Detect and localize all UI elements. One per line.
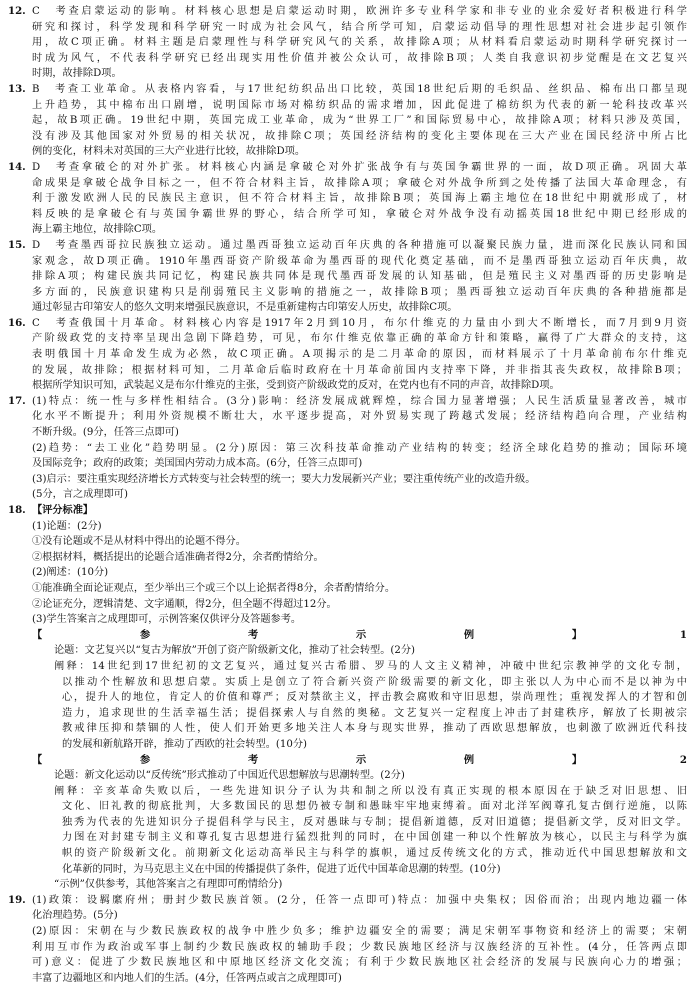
question-number: 15. bbox=[8, 238, 26, 251]
text-line: 用，故C项正确。材料主题是启蒙理性与科学研究风气的关系，故排除A项；从材料看启蒙运动时期科学研究探讨一 bbox=[32, 37, 687, 49]
text-line: D 考查墨西哥拉民族独立运动。通过墨西哥独立运动百年庆典的各种措施可以凝聚民族力量，进而深化民族认同和国 bbox=[32, 239, 687, 251]
text-line: 没有涉及其他国家对外贸易的相关状况，故排除C项；英国经济结构的变化主要体现在三大产业在国民经济中所占比 bbox=[32, 130, 687, 142]
text-line: B 考查工业革命。从表格内容看，与17世纪纺织品出口比较，英国18世纪后期的毛织品、丝织品、棉布出口都呈现 bbox=[32, 83, 687, 95]
text-line: 研究和探讨，科学发现和科学研究一时成为社会风气，结合所学可知，启蒙运动倡导的理性思想对社会进步起引领作 bbox=[32, 21, 687, 33]
text-line: 表明俄国十月革命发生成为必然，故C项正确。A项揭示的是二月革命的原因，而材料展示了十月革命前布尔什维克 bbox=[32, 349, 687, 361]
answer-text bbox=[32, 238, 687, 316]
text-line: 心，提升人的地位，肯定人的价值和尊严；反对禁欲主义，抨击教会腐败和守旧思想，崇尚理性；重视发挥人的才智和创 bbox=[62, 692, 687, 704]
text-line: 上升趋势，其中棉布出口剧增，说明国际市场对棉纺织品的需求增加，因此促进了棉纺织为代表的新一轮科技改革兴 bbox=[32, 99, 687, 111]
text-line: 料反映的是拿破仑有与英国争霸世界的野心，结合所学可知，拿破仑对外战争没有动摇英国18世纪中期已经形成的 bbox=[32, 208, 687, 220]
text-line: ①没有论题或不是从材料中得出的论题不得分。 bbox=[32, 536, 246, 548]
answer-text bbox=[32, 394, 687, 503]
text-line: 论题：文艺复兴以“复古为解放”开创了资产阶级新文化，推动了社会转型。(2分) bbox=[54, 645, 416, 657]
text-line: 利于激发欧洲人民的民族民主意识，但不符合材料主旨，故排除B项；英国海上霸主地位在18世纪中期就形成了，材 bbox=[32, 193, 687, 205]
text-line: 化水平不断提升；利用外资规模不断壮大，水平逐步提高，对外贸易实现了跨越式发展；经济结构趋向合理，产业结构 bbox=[32, 411, 687, 423]
answer-text bbox=[32, 82, 687, 160]
text-line: (2)阐述：(10分) bbox=[32, 567, 109, 579]
answer-item bbox=[8, 238, 687, 316]
text-line: 造力，追求现世的生活幸福生活；提倡探索人与自然的奥秘。文艺复兴一定程度上冲击了封建秩序，解放了长期被宗 bbox=[62, 707, 687, 719]
text-line: ②论证充分，逻辑清楚、文字通顺，得2分，但全题不得超过12分。 bbox=[32, 598, 337, 610]
text-line: ②根据材料，概括提出的论题合适准确者得2分，余者酌情给分。 bbox=[32, 551, 324, 563]
text-line: (5分，言之成理即可) bbox=[32, 489, 128, 501]
answer-text bbox=[32, 503, 687, 893]
text-line: C 考查启蒙运动的影响。材料核心思想是启蒙运动时期，欧洲许多专业科学家和非专业的业余爱好者积极进行科学 bbox=[32, 6, 687, 17]
question-number: 13. bbox=[8, 82, 26, 95]
question-number: 17. bbox=[8, 394, 26, 407]
text-line: 帜的资产阶级新文化。前期新文化运动高举民主与科学的旗帜，通过反传统文化的方式，推动近代中国思想解放和文 bbox=[62, 848, 687, 860]
answer-item bbox=[8, 4, 687, 82]
text-line: 力图在对封建专制主义和尊孔复古思想进行猛烈批判的同时，在中国创建一种以个性解放为核心，以民主与科学为旗 bbox=[62, 832, 687, 844]
text-line: 可)意义：促进了少数民族地区和中原地区经济文化交流；有利于少数民族地区社会经济的发展与民族向心力的增强； bbox=[32, 957, 687, 969]
answer-text bbox=[32, 160, 687, 238]
answer-item bbox=[8, 893, 687, 986]
text-line: (2)趋势：“去工业化”趋势明显。(2分)原因：第三次科技革命推动产业结构的转变；经济全球化趋势的推动；国际环境 bbox=[32, 442, 687, 454]
text-line: (2)原因：宋朝在与少数民族政权的战争中胜少负多；维护边疆安全的需要；满足宋朝军事物资和经济上的需要；宋朝 bbox=[32, 926, 687, 938]
text-line: 多方面的，民族意识建构只是削弱殖民主义影响的措施之一，故排除B项；墨西哥独立运动百年庆典的各种措施都是 bbox=[32, 286, 687, 298]
text-line: 【参考示例】2 bbox=[32, 753, 687, 766]
answer-item bbox=[8, 82, 687, 160]
text-line: 通过彰显古印第安人的悠久文明来增强民族意识，不是重新建构古印第安人历史，故排除C项。 bbox=[32, 302, 458, 314]
text-line: 排除A项；构建民族共同记忆，构建民族共同体是现代墨西哥发展的认知基础，但是殖民主义对墨西哥的历史影响是 bbox=[32, 271, 687, 283]
answer-item bbox=[8, 394, 687, 503]
text-line: 时期，故排除D项。 bbox=[32, 68, 122, 80]
question-number: 18. bbox=[8, 504, 26, 516]
text-line: 命成果是拿破仑战争目标之一，但不符合材料主旨，故排除A项；拿破仑对外战争所到之处传播了法国大革命理念，有 bbox=[32, 177, 687, 189]
question-number: 12. bbox=[8, 5, 26, 17]
text-line: 的发展和新航路开辟，推动了西欧的社会转型。(10分) bbox=[62, 738, 308, 750]
answer-item bbox=[8, 316, 687, 394]
question-number: 19. bbox=[8, 893, 26, 906]
text-line: 阐释：14世纪到17世纪初的文艺复兴，通过复兴古希腊、罗马的人文主义精神，冲破中世纪宗教神学的文化专制， bbox=[54, 660, 687, 672]
question-number: 16. bbox=[8, 316, 26, 329]
text-line: 丰富了边疆地区和内地人们的生活。(4分，任答两点或言之成理即可) bbox=[32, 972, 342, 984]
text-line: 独秀为代表的先进知识分子提倡科学与民主，反对愚昧与专制；提倡新道德，反对旧道德；提倡新文学，反对旧文学。 bbox=[62, 816, 687, 828]
text-line: 利用互市作为政治或军事上制约少数民族政权的辅助手段；少数民族地区经济与汉族经济的互补性。(4分，任答两点即 bbox=[32, 941, 687, 953]
text-line: 及国际竞争；政府的政策；美国国内劳动力成本高。(6分，任答三点即可) bbox=[32, 458, 363, 470]
text-line: 文化、旧礼教的彻底批判，大多数国民的思想仍被专制和愚昧牢牢地束缚着。面对北洋军阀尊孔复古倒行逆施，以陈 bbox=[62, 801, 687, 813]
answer-sections bbox=[8, 4, 687, 986]
text-line: 例的变化，材料未对英国的三大产业进行比较，故排除D项。 bbox=[32, 146, 306, 158]
text-line: 家观念，故D项正确。1910年墨西哥资产阶级革命为墨西哥的现代化奠定基础，而不是墨西哥独立运动百年庆典，故 bbox=[32, 255, 687, 267]
text-line: 教戒律压抑和禁锢的人性，使人们开始更多地关注人本身与现实世界，推动了西欧思想解放，也刺激了欧洲近代科技 bbox=[62, 723, 687, 735]
answer-text bbox=[32, 316, 687, 394]
answer-item bbox=[8, 160, 687, 238]
text-line: “示例”仅供参考，其他答案言之有理即可酌情给分) bbox=[54, 879, 283, 891]
text-line: 根据所学知识可知，武装起义是布尔什维克的主张，受到资产阶级政党的反对，在党内也有不同的声音，故排除D项。 bbox=[32, 380, 560, 392]
text-line: 产阶级政党的支持率呈现出急剧下降趋势，可见，布尔什维克依靠正确的革命方针和策略，赢得了广大群众的支持，这 bbox=[32, 333, 687, 345]
answer-text bbox=[32, 893, 687, 986]
text-line: 化革新的同时，为马克思主义在中国的传播提供了条件，促进了近代中国革命思潮的转型。(10分) bbox=[62, 863, 501, 875]
text-line: 论题：新文化运动以“反传统”形式推动了中国近代思想解放与思潮转型。(2分) bbox=[54, 770, 405, 782]
text-line: (3)学生答案言之成理即可，示例答案仅供评分及答题参考。 bbox=[32, 614, 302, 626]
answer-item bbox=[8, 503, 687, 893]
text-line: C 考查俄国十月革命。材料核心内容是1917年2月到10月，布尔什维克的力量由小到大不断增长，而7月到9月资 bbox=[32, 317, 687, 329]
text-line: 时成为风气，不代表科学研究已经出现实用性价值并被公众认可，故排除B项；人类自我意识初步觉醒是在文艺复兴 bbox=[32, 52, 687, 64]
text-line: (1)论题：(2分) bbox=[32, 520, 102, 532]
text-line: 化治理趋势。(5分) bbox=[32, 910, 118, 922]
text-line: 【评分标准】 bbox=[32, 504, 94, 516]
text-line: 【参考示例】1 bbox=[32, 628, 687, 641]
text-line: (3)启示：要注重实现经济增长方式转变与社会转型的统一；要大力发展新兴产业；要注重传统产业的改造升级。 bbox=[32, 473, 536, 485]
text-line: 起，故B项正确。19世纪中期，英国完成工业革命，成为“世界工厂”和国际贸易中心，故排除A项；材料只涉及英国， bbox=[32, 115, 687, 127]
text-line: D 考查拿破仑的对外扩张。材料核心内涵是拿破仑对外扩张战争有与英国争霸世界的一面，故D项正确。巩固大革 bbox=[32, 161, 687, 173]
text-line: 不断升级。(9分，任答三点即可) bbox=[32, 427, 179, 439]
text-line: 的发展，故排除；根据材料可知，二月革命后临时政府在十月革命前国内支持率下降，并非指其丧失政权，故排除B项； bbox=[32, 364, 687, 376]
text-line: 阐释：辛亥革命失败以后，一些先进知识分子认为共和制之所以没有真正实现的根本原因在于缺乏对旧思想、旧 bbox=[54, 785, 687, 797]
answer-text bbox=[32, 4, 687, 82]
text-line: (1)政策：设羁縻府州；册封少数民族首领。(2分，任答一点即可)特点：加强中央集权；因俗而治；出现内地边疆一体 bbox=[32, 894, 687, 906]
question-number: 14. bbox=[8, 160, 26, 173]
text-line: (1)特点：统一性与多样性相结合。(3分)影响：经济发展成就辉煌，综合国力显著增强；人民生活质量显著改善，城市 bbox=[32, 395, 687, 407]
text-line: 海上霸主地位，故排除C项。 bbox=[32, 224, 163, 236]
text-line: ①能准确全面论证观点，至少举出三个或三个以上论据者得8分，余者酌情给分。 bbox=[32, 582, 396, 594]
text-line: 以推动个性解放和思想启蒙。实质上是创立了符合新兴资产阶级需要的新文化，即主张以人为中心而不是以神为中 bbox=[62, 676, 687, 688]
